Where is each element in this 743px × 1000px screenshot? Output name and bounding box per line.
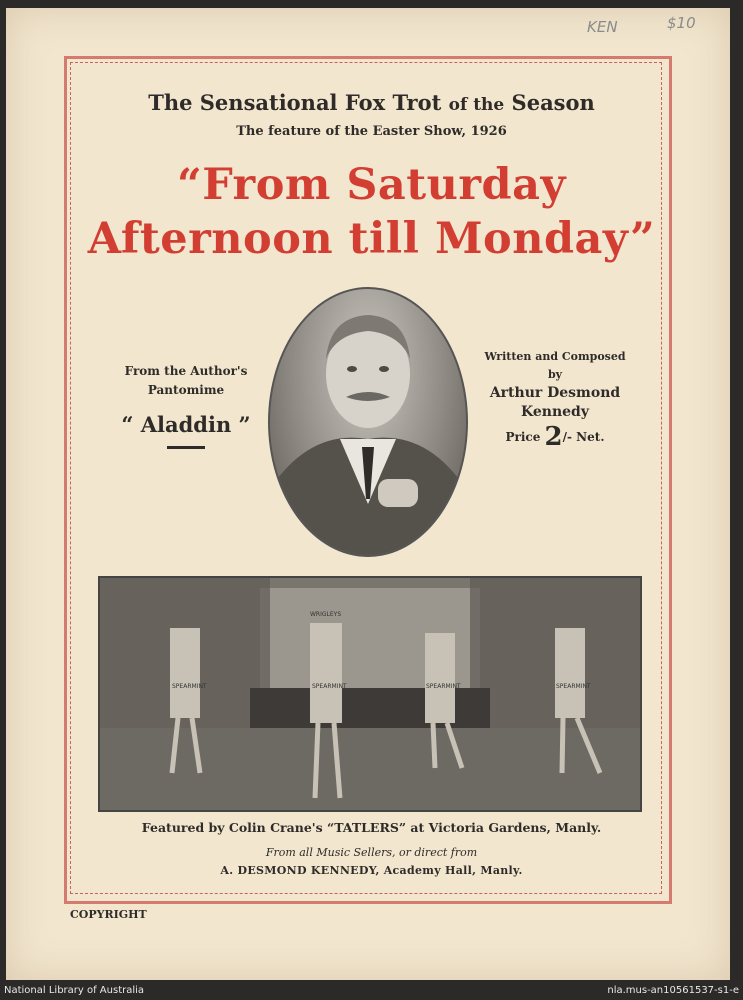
subheadline: The feature of the Easter Show, 1926 (236, 124, 507, 139)
sash-label-2: SPEARMINT (312, 683, 347, 690)
sash-label-4: SPEARMINT (556, 683, 591, 690)
price-label: Price (505, 430, 541, 444)
portrait-illustration (270, 289, 466, 555)
composer-portrait (268, 287, 468, 557)
featured-caption: Featured by Colin Crane's “TATLERS” at Victoria Gardens, Manly. (141, 820, 602, 835)
composer-block (470, 348, 640, 452)
sash-label-1: SPEARMINT (172, 683, 207, 690)
pantomime-block (98, 362, 274, 449)
price-suffix: /- Net. (562, 430, 605, 444)
song-title-line-1: “From Saturday (177, 160, 566, 210)
price-value: 2 (544, 422, 563, 452)
stage-photograph (98, 576, 642, 812)
price-line (470, 422, 640, 452)
headline: The Sensational Fox Trot of the Season (148, 90, 595, 115)
by-label: by (547, 368, 563, 381)
divider-dash (167, 446, 205, 449)
pencil-note-price: $10 (667, 14, 696, 32)
sash-label-3: SPEARMINT (426, 683, 461, 690)
composer-name-line-1: Arthur Desmond (489, 385, 621, 401)
catalogue-id: nla.mus-an10561537-s1-e (607, 985, 739, 996)
publisher-address: A. DESMOND KENNEDY, Academy Hall, Manly. (220, 864, 523, 877)
pantomime-name: “ Aladdin ” (121, 412, 251, 437)
copyright-notice: COPYRIGHT (70, 908, 147, 921)
pantomime-line-2: Pantomime (147, 383, 225, 397)
composer-name-line-2: Kennedy (521, 404, 589, 420)
song-title-line-2: Afternoon till Monday” (87, 214, 656, 264)
written-composed-label: Written and Composed (484, 350, 626, 363)
pantomime-line-1: From the Author's (124, 364, 248, 378)
library-credit: National Library of Australia (4, 985, 145, 996)
pencil-note-ken: KEN (587, 18, 618, 36)
sellers-caption: From all Music Sellers, or direct from (265, 846, 478, 859)
stage-scene (100, 578, 640, 810)
hat-label: WRIGLEYS (310, 611, 342, 618)
